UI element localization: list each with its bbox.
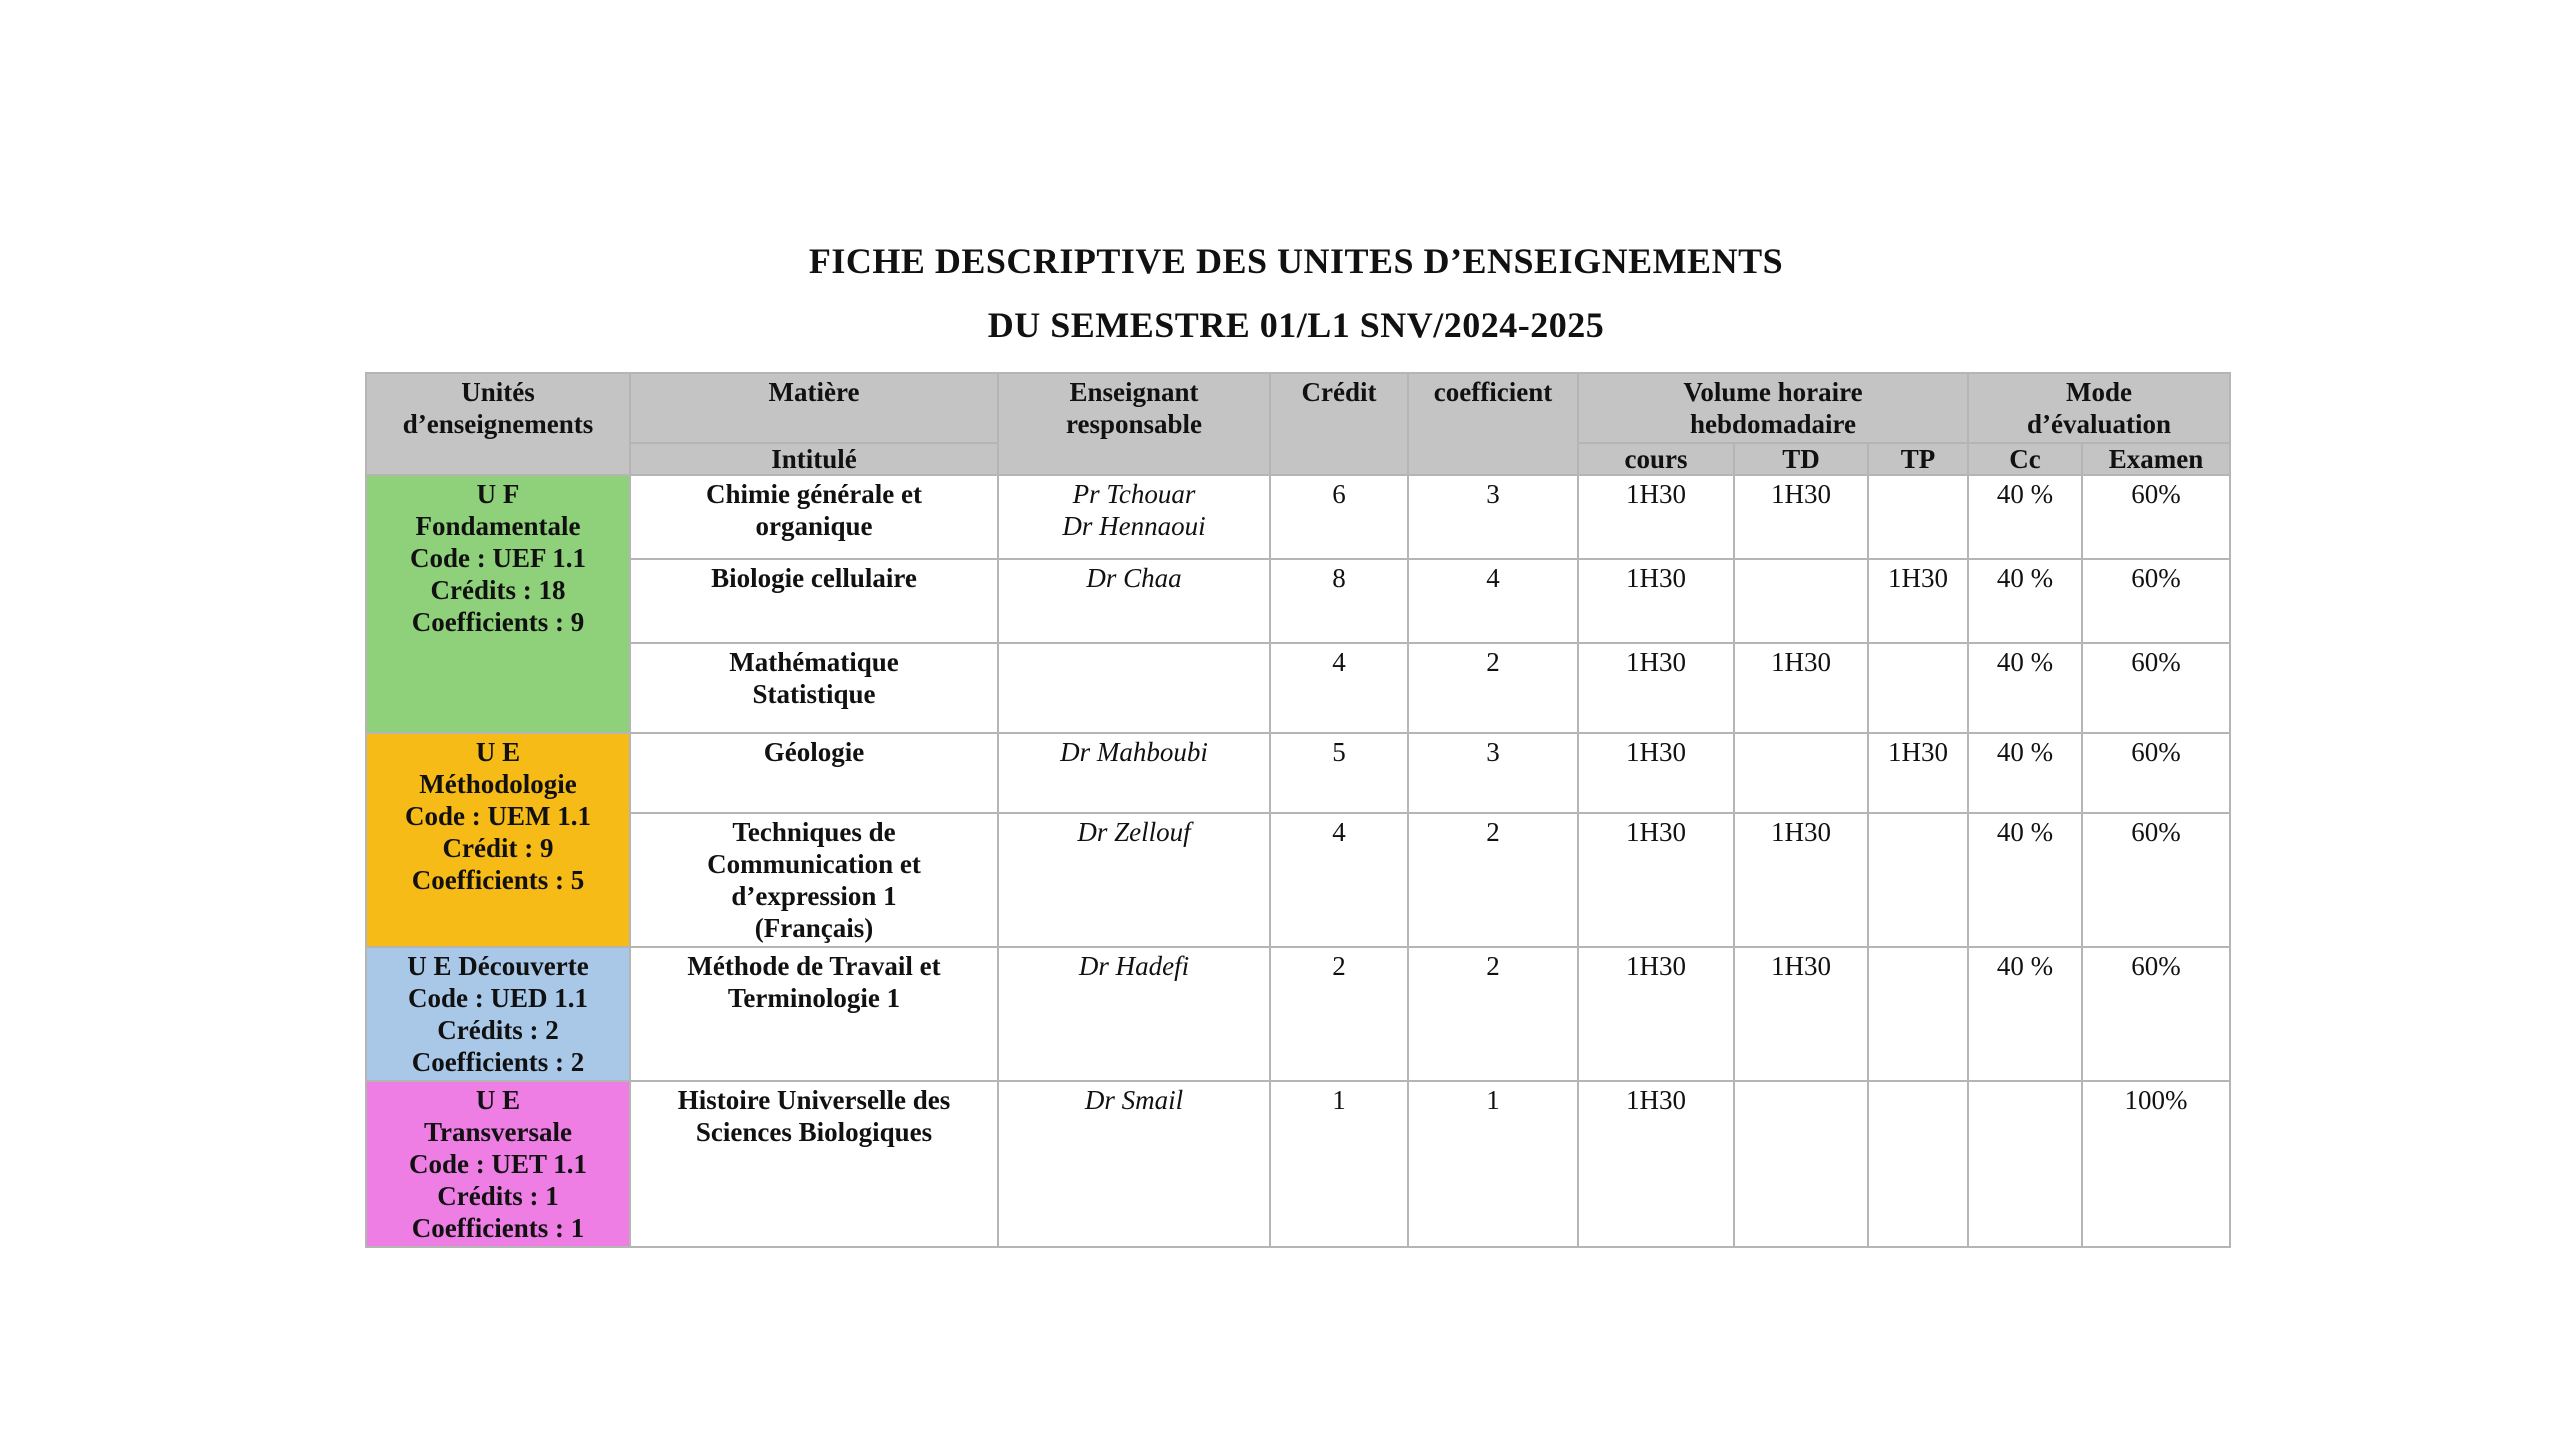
header-tp: TP [1868, 443, 1968, 475]
table-row [366, 643, 2230, 733]
cell-matiere: Techniques de Communication et d’expression 1 (Français) [630, 813, 998, 947]
cell-cc: 40 % [1968, 643, 2082, 733]
cell-matiere: Biologie cellulaire [630, 559, 998, 643]
cell-coefficient: 4 [1408, 559, 1578, 643]
cell-matiere: Histoire Universelle des Sciences Biologiques [630, 1081, 998, 1247]
unit-transversale: U E Transversale Code : UET 1.1 Crédits : 1 Coefficients : 1 [366, 1081, 630, 1247]
cell-tp: 1H30 [1868, 559, 1968, 643]
cell-enseignant: Dr Hadefi [998, 947, 1270, 1081]
cell-cc: 40 % [1968, 947, 2082, 1081]
cell-td [1734, 559, 1868, 643]
cell-examen: 60% [2082, 813, 2230, 947]
header-enseignant: Enseignant responsable [998, 373, 1270, 475]
cell-tp [1868, 947, 1968, 1081]
header-row-1 [366, 373, 2230, 443]
cell-td: 1H30 [1734, 643, 1868, 733]
cell-examen: 60% [2082, 947, 2230, 1081]
cell-credit: 4 [1270, 813, 1408, 947]
cell-tp [1868, 813, 1968, 947]
cell-credit: 5 [1270, 733, 1408, 813]
cell-cc [1968, 1081, 2082, 1247]
cell-cours: 1H30 [1578, 947, 1734, 1081]
header-volume-horaire: Volume horaire hebdomadaire [1578, 373, 1968, 443]
header-unites: Unités d’enseignements [366, 373, 630, 475]
cell-enseignant: Dr Smail [998, 1081, 1270, 1247]
cell-cours: 1H30 [1578, 733, 1734, 813]
cell-cc: 40 % [1968, 475, 2082, 559]
cell-coefficient: 1 [1408, 1081, 1578, 1247]
cell-cours: 1H30 [1578, 559, 1734, 643]
cell-examen: 100% [2082, 1081, 2230, 1247]
unit-decouverte: U E Découverte Code : UED 1.1 Crédits : 2 Coefficients : 2 [366, 947, 630, 1081]
cell-coefficient: 2 [1408, 643, 1578, 733]
header-td: TD [1734, 443, 1868, 475]
cell-enseignant: Dr Zellouf [998, 813, 1270, 947]
cell-cours: 1H30 [1578, 475, 1734, 559]
cell-matiere: Géologie [630, 733, 998, 813]
cell-credit: 1 [1270, 1081, 1408, 1247]
cell-cours: 1H30 [1578, 813, 1734, 947]
cell-examen: 60% [2082, 733, 2230, 813]
header-intitule: Intitulé [630, 443, 998, 475]
cell-credit: 4 [1270, 643, 1408, 733]
cell-examen: 60% [2082, 475, 2230, 559]
teaching-units-table [365, 372, 2231, 1248]
document-title-line2: DU SEMESTRE 01/L1 SNV/2024-2025 [987, 305, 1605, 345]
cell-enseignant: Dr Chaa [998, 559, 1270, 643]
cell-tp [1868, 1081, 1968, 1247]
cell-coefficient: 2 [1408, 813, 1578, 947]
cell-coefficient: 2 [1408, 947, 1578, 1081]
cell-coefficient: 3 [1408, 733, 1578, 813]
cell-cours: 1H30 [1578, 1081, 1734, 1247]
header-cc: Cc [1968, 443, 2082, 475]
cell-coefficient: 3 [1408, 475, 1578, 559]
cell-examen: 60% [2082, 643, 2230, 733]
table-row [366, 475, 2230, 559]
header-mode-evaluation: Mode d’évaluation [1968, 373, 2230, 443]
cell-td [1734, 1081, 1868, 1247]
unit-fondamentale: U F Fondamentale Code : UEF 1.1 Crédits : 18 Coefficients : 9 [366, 475, 630, 733]
cell-examen: 60% [2082, 559, 2230, 643]
cell-cc: 40 % [1968, 813, 2082, 947]
cell-credit: 6 [1270, 475, 1408, 559]
cell-cc: 40 % [1968, 733, 2082, 813]
cell-td [1734, 733, 1868, 813]
table-row [366, 947, 2230, 1081]
table-row [366, 813, 2230, 947]
cell-enseignant: Dr Mahboubi [998, 733, 1270, 813]
cell-tp: 1H30 [1868, 733, 1968, 813]
cell-tp [1868, 475, 1968, 559]
cell-cc: 40 % [1968, 559, 2082, 643]
cell-td: 1H30 [1734, 813, 1868, 947]
table-row [366, 559, 2230, 643]
header-cours: cours [1578, 443, 1734, 475]
cell-enseignant: Pr Tchouar Dr Hennaoui [998, 475, 1270, 559]
cell-credit: 2 [1270, 947, 1408, 1081]
cell-tp [1868, 643, 1968, 733]
unit-methodologie: U E Méthodologie Code : UEM 1.1 Crédit : 9 Coefficients : 5 [366, 733, 630, 947]
cell-td: 1H30 [1734, 947, 1868, 1081]
header-examen: Examen [2082, 443, 2230, 475]
table-row [366, 1081, 2230, 1247]
header-coefficient: coefficient [1408, 373, 1578, 475]
header-credit: Crédit [1270, 373, 1408, 475]
cell-cours: 1H30 [1578, 643, 1734, 733]
cell-credit: 8 [1270, 559, 1408, 643]
cell-matiere: Méthode de Travail et Terminologie 1 [630, 947, 998, 1081]
cell-enseignant [998, 643, 1270, 733]
document-title-line1: FICHE DESCRIPTIVE DES UNITES D’ENSEIGNEMENTS [808, 241, 1784, 281]
cell-td: 1H30 [1734, 475, 1868, 559]
cell-matiere: Mathématique Statistique [630, 643, 998, 733]
cell-matiere: Chimie générale et organique [630, 475, 998, 559]
table-row [366, 733, 2230, 813]
header-matiere: Matière [630, 373, 998, 443]
